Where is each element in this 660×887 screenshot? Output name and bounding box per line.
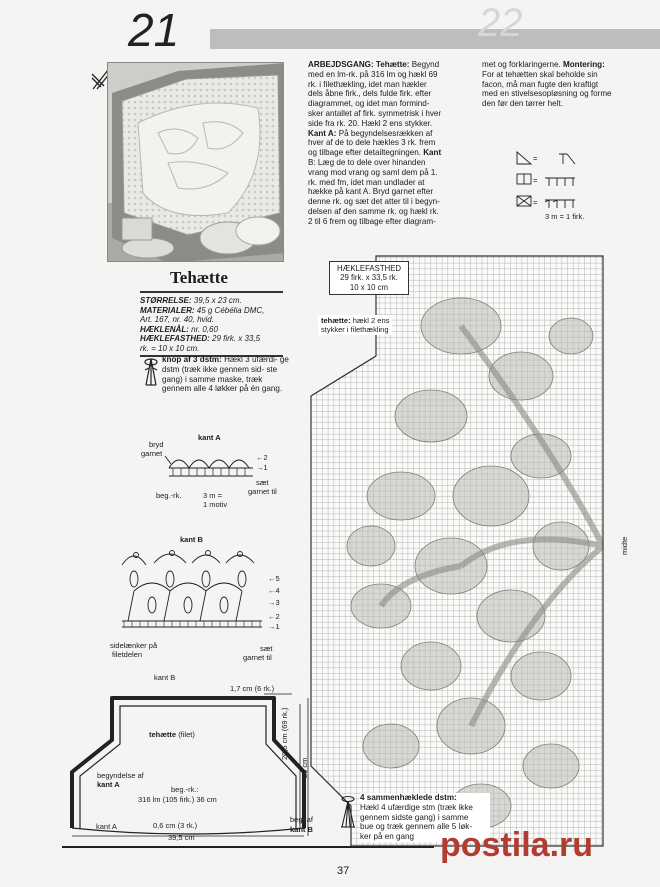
sammen-line-1: gennem sidste gang) i samme [360,812,469,822]
size-label: STØRRELSE: [140,296,192,305]
tea-cosy-schematic [64,680,314,840]
kant-b-filetdelen: filetdelen [112,650,143,659]
watermark: postila.ru [440,826,594,864]
pattern-number: 21 [128,4,180,56]
midte-label: midte [620,536,629,555]
instructions-heading: ARBEJDSGANG: Tehætte: [308,60,410,69]
hook-value: nr. 0,60 [191,324,218,334]
schematic-center-label: tehætte [149,730,177,739]
ghost-pattern-number: 22 [478,1,523,45]
chart-note-line-2: stykker i filethækling [321,325,389,334]
knop-line-4: gang. [261,384,283,394]
kant-a-m-label: 3 m = [203,491,222,500]
footer-rule [62,846,434,848]
schematic-height-2: 23 cm [300,757,309,778]
legend-symbols [515,150,625,212]
chart-motif [347,526,395,566]
kant-a-saet: sæt [256,478,269,487]
knop-line-1: ge dstm (træk ikke gennem sid- [162,355,289,374]
schematic-width-note: 1,7 cm (6 rk.) [230,684,275,693]
schematic-bottom-1: 0,6 cm (3 rk.) [153,821,198,830]
instructions-col-2 [482,60,654,109]
materials-value-2: Art. 167, nr. 40, hvid. [140,315,214,325]
schematic-beg-rk-value: 316 lm (105 firk.) 36 cm [138,795,217,804]
instructions-col-1 [308,60,483,227]
kant-a-garnet-til: garnet til [248,487,277,496]
kant-a-line-0: På begyndelsesrækken af [338,128,433,138]
instructions-line-4: sker antallet af firk. symmetrisk i hver [308,108,442,118]
knop-line-2: ste gang) i samme maske, træk [162,364,278,384]
chart-motif [395,390,467,442]
title-rule [140,291,283,293]
kant-b-sidelaenker: sidelænker på [110,641,158,650]
kant-b-row-4: ←4 [268,586,280,595]
tea-cosy-photo [107,62,284,262]
chart-motif [367,472,435,520]
col2-line-2: facon, må man fugte den kraftigt [482,79,599,89]
kant-b-line-1: vrang mod vrang og saml dem på 1. [308,167,438,177]
kant-a-diagram [165,446,265,482]
schematic-beg-af: beg. af [290,815,313,824]
schematic-kant-b-bottom: kant B [290,825,313,834]
gauge-value: 29 firk. x 33,5 [212,334,261,344]
sammen-line-0: Hækl 4 ufærdige stm (træk ikke [360,802,473,812]
kant-b-diagram [114,545,274,635]
filet-chart [311,246,617,850]
kant-b-title: kant B [180,535,203,544]
legend-eq-3: = [533,198,538,207]
gauge-box [329,261,409,295]
kant-a-bryd: bryd [149,440,164,449]
col2-line-4: den før den tørrer helt. [482,99,563,109]
legend-note: 3 m = 1 firk. [545,212,585,221]
kant-a-row-1: →1 [256,463,268,472]
schematic-bottom-2: 39,5 cm [168,833,195,842]
kant-a-line-1: hver af de to dele hækles 3 rk. frem [308,138,436,148]
kant-b-line-0: B: Læg de to dele over hinanden [308,157,426,167]
kant-b-heading: Kant [423,148,442,158]
kant-b-line-3: hække på kant A. Bryd garnet efter [308,187,434,197]
kant-b-line-5: delsen af den samme rk. og hækl rk. [308,206,439,216]
schematic-center [149,730,195,739]
gauge-value-2: rk. = 10 x 10 cm. [140,343,200,353]
sammen-symbol-icon [340,795,356,831]
kant-b-line-4: denne rk. og sæt det atter til i begyn- [308,197,440,207]
kant-b-line-6: 2 til 6 frem og tilbage efter diagram- [308,216,436,226]
chart-motif [523,744,579,788]
chart-note-line-1: hækl 2 ens [352,316,390,325]
kant-a-beg-rk: beg.-rk. [156,491,182,500]
kant-a-heading: Kant A: [308,128,337,138]
schematic-height-1: 20,5 cm (69 rk.) [280,707,289,760]
kant-b-row-5: ←5 [268,574,280,583]
kant-a-row-2: ←2 [256,453,268,462]
knop-text [162,355,290,394]
schematic-center-sub: (filet) [178,730,195,739]
chart-motif [453,466,529,526]
instructions-line-2: dels åbne firk., dels fulde firk. efter [308,89,432,99]
page-number: 37 [337,865,350,877]
chart-motif [511,652,571,700]
sammen-line-2: bue og træk gennem alle 5 løk- [360,822,473,832]
gauge-box-line-3: 10 x 10 cm [349,282,389,292]
kant-b-row-2: ←2 [268,612,280,621]
gauge-box-line-2: 29 firk. x 33,5 rk. [340,273,398,283]
kant-b-saet: sæt [260,644,273,653]
schematic-kant-a: kant A [97,780,120,789]
col2-line-0: met og forklaringerne. [482,60,561,69]
instructions-line-3: diagrammet, og idet man formind- [308,99,430,109]
gauge-box-line-1: HÆKLEFASTHED [336,264,402,273]
schematic-kant-a-bottom: kant A [96,822,117,831]
instructions-line-5: side fra rk. 20. Hækl 2 ens stykker. [308,118,433,128]
kant-a-motiv: 1 motiv [203,500,228,509]
knop-symbol-icon [143,355,159,391]
schematic-begyndelse: begyndelse af [97,771,144,780]
legend-eq-1: = [533,154,538,163]
knop-label: knop af 3 dstm: [162,355,222,364]
col2-line-1: For at tehætten skal beholde sin [482,69,598,79]
kant-b-row-1: →1 [268,622,280,631]
chart-motif [363,724,419,768]
kant-b-line-2: rk. med fm, idet man undlader at [308,177,425,187]
kant-b-garnet-til: garnet til [243,653,272,662]
chart-motif [401,642,461,690]
specs-block [140,296,290,354]
knop-line-3: gennem alle 4 løkker på én [162,384,260,394]
kant-b-row-3: →3 [268,598,280,607]
schematic-kant-b-top: kant B [154,673,176,682]
header-band [210,29,660,49]
legend-eq-2: = [533,176,538,185]
materials-label: MATERIALER: [140,305,195,315]
knop-line-0: Hækl 3 ufærdi- [224,355,278,364]
sammen-title: 4 sammenhæklede dstm: [360,793,457,802]
instructions-first-line-rest: Begynd [411,60,440,69]
sammen-line-3: ker på en gang [360,832,415,842]
kant-a-line-2: og tilbage efter detailtegningen. [308,148,421,158]
materials-value: 45 g Cébélia DMC, [196,305,265,315]
schematic-beg-rk: beg.-rk.: [171,785,199,794]
hook-label: HÆKLENÅL: [140,324,189,334]
montering-heading: Montering: [562,60,605,69]
instructions-line-0: med en lm-rk. på 316 lm og hækl 69 [308,69,438,79]
instructions-line-1: rk. i filethækling, idet man hækler [308,79,427,89]
size-value: 39,5 x 23 cm. [193,296,242,305]
chart-note-label: tehætte: [321,316,351,325]
gauge-label: HÆKLEFASTHED: [140,334,210,344]
chart-motif [549,318,593,354]
chart-note [318,315,392,335]
kant-a-garnet: garnet [141,449,163,458]
pattern-title: Tehætte [170,268,228,287]
kant-a-title: kant A [198,433,221,442]
col2-line-3: med en stivelsesopløsning og forme [482,89,612,99]
